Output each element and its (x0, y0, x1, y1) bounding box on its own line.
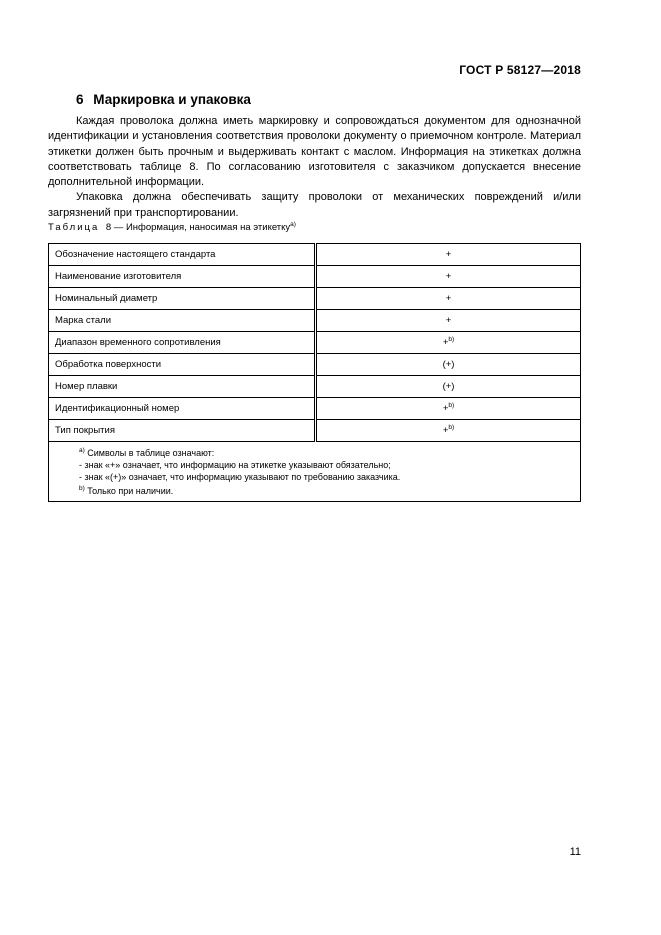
note-plus-line: - знак «+» означает, что информацию на этикетке указывают обязательно; (79, 460, 391, 470)
row-mark (316, 376, 581, 398)
table-row (49, 398, 581, 420)
note-a-mark: а) (79, 447, 85, 454)
row-name: Диапазон временного сопротивления (49, 332, 316, 354)
note-b (79, 483, 574, 497)
mark-symbol: + (445, 315, 452, 327)
table-caption-footnote-mark: а) (290, 221, 296, 228)
table-row (49, 332, 581, 354)
table-notes-row (49, 442, 581, 502)
mark-symbol: + (442, 337, 449, 349)
row-mark (316, 310, 581, 332)
note-a-text: Символы в таблице означают: (84, 448, 215, 458)
section-title: Маркировка и упаковка (93, 92, 251, 107)
mark-symbol: + (442, 425, 449, 437)
note-b-mark: b) (79, 485, 85, 492)
table-row (49, 420, 581, 442)
row-mark (316, 266, 581, 288)
row-name: Номер плавки (49, 376, 316, 398)
note-paren-line: - знак «(+)» означает, что информацию указывают по требованию заказчика. (79, 472, 401, 482)
table-row (49, 266, 581, 288)
row-mark (316, 420, 581, 442)
row-mark (316, 354, 581, 376)
mark-symbol: (+) (442, 381, 455, 393)
row-name: Обработка поверхности (49, 354, 316, 376)
document-code: ГОСТ Р 58127—2018 (459, 63, 581, 77)
row-mark (316, 288, 581, 310)
section-number: 6 (76, 92, 84, 107)
row-name: Тип покрытия (49, 420, 316, 442)
mark-footnote: b) (448, 402, 455, 410)
label-info-table (48, 243, 581, 502)
row-name: Марка стали (49, 310, 316, 332)
note-b-text: Только при наличии. (84, 486, 174, 496)
row-name: Идентификационный номер (49, 398, 316, 420)
row-mark (316, 398, 581, 420)
table-notes (49, 442, 581, 502)
table-caption-text: 8 — Информация, наносимая на этикетку (105, 222, 291, 234)
table-row (49, 376, 581, 398)
row-mark (316, 332, 581, 354)
paragraph-marking: Каждая проволока должна иметь маркировку и сопровождаться документом для однозначной идентификации и установления соответствия проволоки документу о приемочном контроле. Материал этикетки должен быть прочным и выдерживать контакт с маслом. Информация на этикетках должна соответствовать таблице 8. По согласованию изготовителя с заказчиком допускается внесение дополнительной информации. (48, 115, 581, 189)
table-caption-word: Таблица (48, 222, 100, 234)
mark-symbol: + (445, 271, 452, 283)
row-mark (316, 244, 581, 266)
row-name: Обозначение настоящего стандарта (49, 244, 316, 266)
mark-symbol: + (445, 249, 452, 261)
table-row (49, 310, 581, 332)
paragraph-packaging: Упаковка должна обеспечивать защиту проволоки от механических повреждений и/или загрязнений при транспортировании. (48, 191, 581, 219)
section-body (48, 114, 581, 221)
table-row (49, 354, 581, 376)
mark-footnote: b) (448, 424, 455, 432)
section-heading (76, 92, 251, 107)
row-name: Номинальный диаметр (49, 288, 316, 310)
note-a (79, 445, 574, 459)
mark-symbol: + (445, 293, 452, 305)
mark-footnote: b) (448, 336, 455, 344)
row-name: Наименование изготовителя (49, 266, 316, 288)
table-row (49, 244, 581, 266)
mark-symbol: (+) (442, 359, 455, 371)
mark-symbol: + (442, 403, 449, 415)
table-row (49, 288, 581, 310)
page-number: 11 (569, 846, 581, 858)
table-caption (48, 221, 296, 233)
